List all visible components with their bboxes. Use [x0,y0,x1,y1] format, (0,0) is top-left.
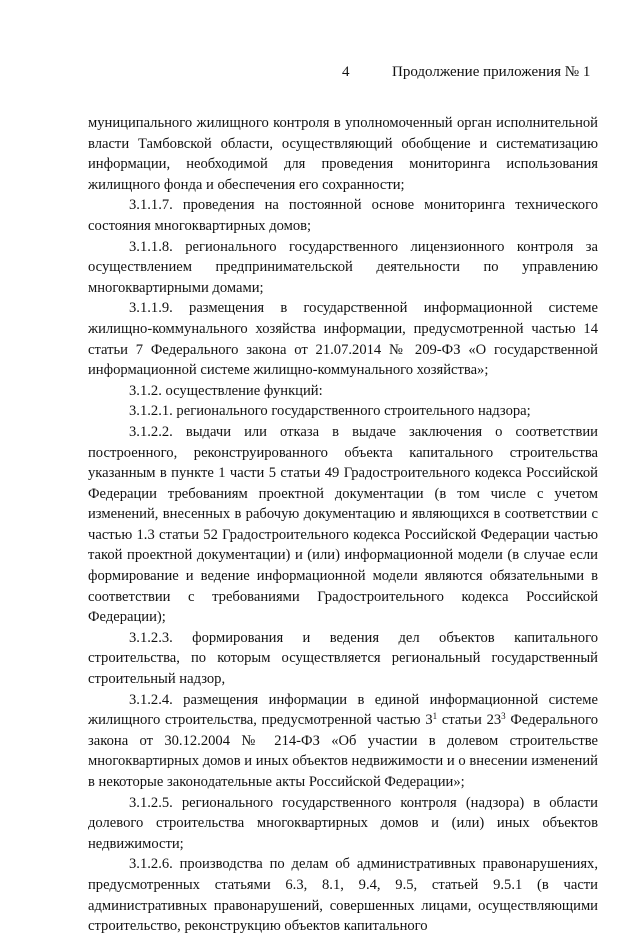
header-title: Продолжение приложения № 1 [392,64,591,80]
paragraph-3-1-1-8: 3.1.1.8. регионального государственного лицензионного контроля за осуществлением предпринимательской деятельности по управлению многоквартирными домами; [88,238,598,296]
document-body [88,113,598,937]
paragraph-3-1-2-5: 3.1.2.5. регионального государственного контроля (надзора) в области долевого строительства многоквартирных домов и (или) иных объектов недвижимости; [88,794,598,852]
paragraph-continuation: муниципального жилищного контроля в уполномоченный орган исполнительной власти Тамбовской области, осуществляющий обобщение и систематизацию информации, необходимой для проведения мониторинга использования жилищного фонда и обеспечения его сохранности; [88,115,598,193]
page-header [0,64,640,84]
paragraph-3-1-2-4-part-1: 3.1.2.4. размещения информации в единой информационной системе жилищного строительства, предусмотренной частью 3 [88,691,598,729]
paragraph-3-1-1-9: 3.1.1.9. размещения в государственной информационной системе жилищно-коммунального хозяйства информации, предусмотренной частью 14 статьи 7 Федерального закона от 21.07.2014 № 209-ФЗ «О государственной информационной системе жилищно-коммунального хозяйства»; [88,300,598,379]
paragraph-3-1-2: 3.1.2. осуществление функций: [129,382,323,399]
paragraph-3-1-2-4-part-3: Федерального закона от 30.12.2004 № 214-ФЗ «Об участии в долевом строительстве многоквартирных домов и иных объектов недвижимости и о внесении изменений в некоторые законодательные акты Российской Федерации»; [88,712,598,790]
superscript-1: 1 [432,711,438,722]
paragraph-3-1-2-4 [88,690,598,793]
paragraph-3-1-2-1: 3.1.2.1. регионального государственного строительного надзора; [129,403,531,420]
paragraph-3-1-2-2: 3.1.2.2. выдачи или отказа в выдаче заключения о соответствии построенного, реконструированного объекта капитального строительства указанным в пункте 1 части 5 статьи 49 Градостроительного кодекса Российской Федерации требованиям проектной документации (в том числе с учетом изменений, внесенных в рабочую документацию и являющихся в соответствии с частью 1.3 статьи 52 Градостроительного кодекса Российской Федерации частью такой проектной документации) и (или) информационной модели (в случае если формирование и ведение информационной модели являются обязательными в соответствии с требованиями Градостроительного кодекса Российской Федерации); [88,423,598,626]
paragraph-3-1-2-3: 3.1.2.3. формирования и ведения дел объектов капитального строительства, по которым осуществляется региональный государственный строительный надзор, [88,629,598,688]
paragraph-3-1-1-7: 3.1.1.7. проведения на постоянной основе мониторинга технического состояния многоквартирных домов; [88,197,598,234]
superscript-2: 3 [501,711,506,722]
paragraph-3-1-2-4-part-2: статьи 23 [437,712,502,729]
paragraph-3-1-2-6: 3.1.2.6. производства по делам об административных правонарушениях, предусмотренных статьями 6.3, 8.1, 9.4, 9.5, статьей 9.5.1 (в части административных правонарушений, совершенных лицами, осуществляющими строительство, реконструкцию объектов капитального [88,856,598,935]
page-number: 4 [342,64,350,80]
